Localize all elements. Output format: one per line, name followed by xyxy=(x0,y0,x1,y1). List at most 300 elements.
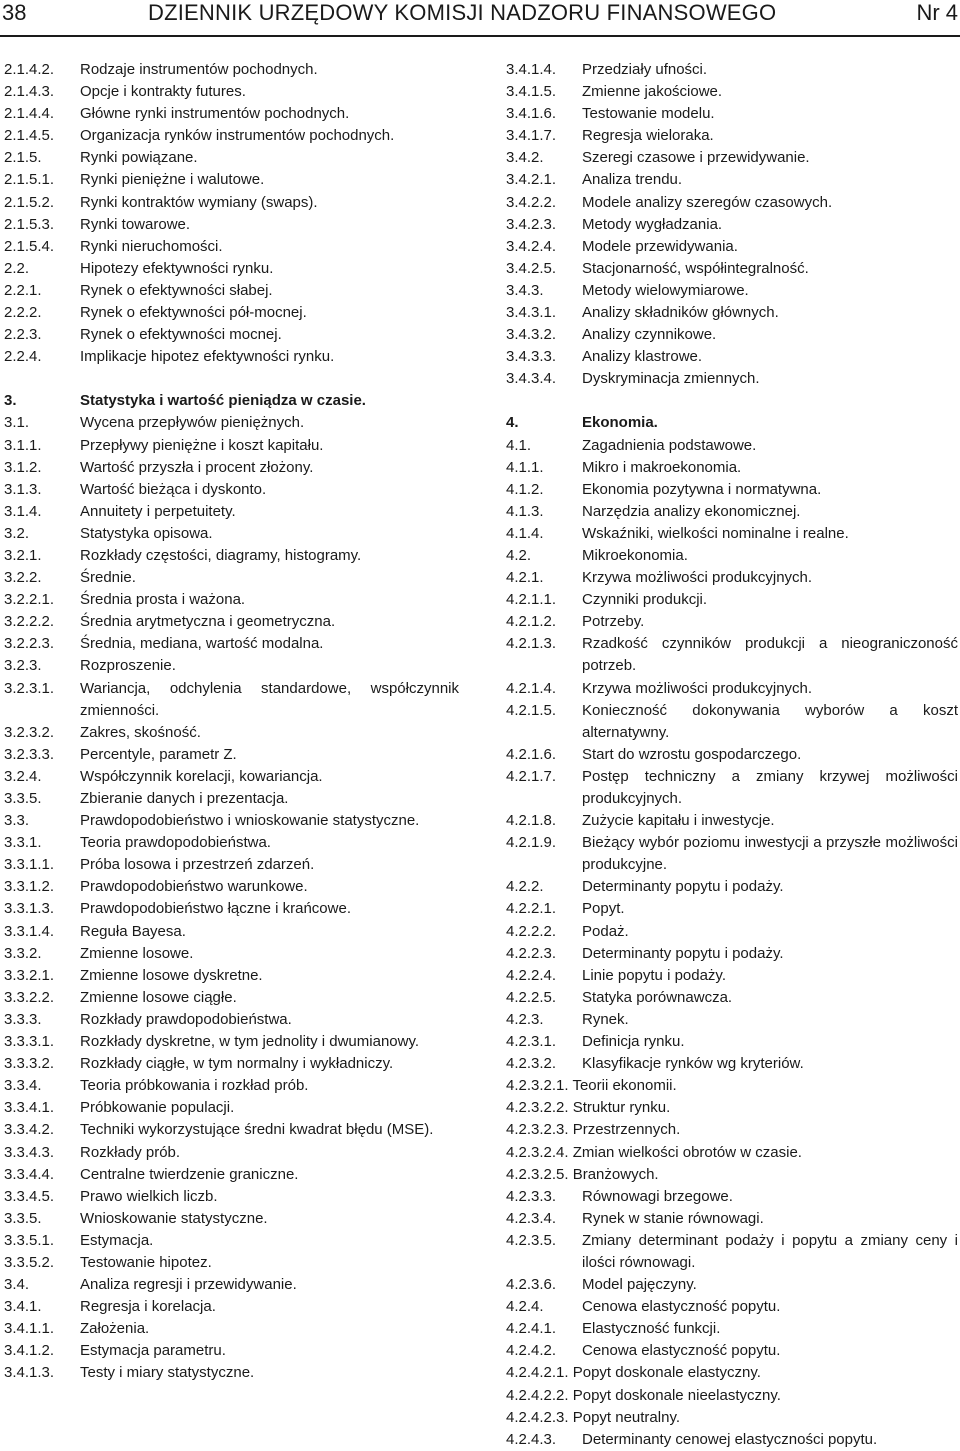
toc-entry xyxy=(4,943,459,965)
toc-entry-text: Testy i miary statystyczne. xyxy=(80,1364,255,1382)
toc-entry xyxy=(506,1340,958,1362)
toc-entry-text: Teoria próbkowania i rozkład prób. xyxy=(80,1077,309,1095)
toc-entry xyxy=(506,965,958,987)
toc-entry xyxy=(506,876,958,898)
toc-entry-number: 2.1.4.2. xyxy=(4,61,55,78)
toc-entry-number: 3.4.1.3. xyxy=(4,1364,55,1382)
toc-entry-text: Analizy składników głównych. xyxy=(582,304,779,322)
toc-entry xyxy=(506,545,958,567)
toc-entry-text: Wnioskowanie statystyczne. xyxy=(80,1209,268,1227)
toc-entry-number: 2.1.4.5. xyxy=(4,127,55,145)
toc-entry-text: Konieczność dokonywania wyborów a koszt alternatywny. xyxy=(582,701,958,741)
toc-entry xyxy=(4,1097,459,1119)
toc-entry-number: 3.4. xyxy=(4,1276,30,1294)
left-column xyxy=(4,59,459,1385)
toc-entry-text: Rynek o efektywności pół-mocnej. xyxy=(80,304,307,322)
toc-entry-number: 2.1.5.4. xyxy=(4,237,55,255)
toc-entry-text: Wartość przyszła i procent złożony. xyxy=(80,458,314,476)
toc-entry-text: Podaż. xyxy=(582,922,629,940)
toc-entry xyxy=(506,1296,958,1318)
toc-entry-text: Potrzeby. xyxy=(582,613,645,631)
toc-entry-number: 4.1.4. xyxy=(506,524,544,542)
toc-entry-text: Rynki kontraktów wymiany (swaps). xyxy=(80,193,318,211)
toc-entry xyxy=(506,1385,958,1407)
toc-entry-text: 4.2.3.2.5. Branżowych. xyxy=(506,1165,659,1183)
toc-entry xyxy=(506,192,958,214)
toc-entry xyxy=(506,1186,958,1208)
toc-entry-number: 3.4.3.4. xyxy=(506,370,557,388)
toc-entry-number: 3.4.3.2. xyxy=(506,326,557,344)
toc-entry-number: 3.4.1.1. xyxy=(4,1320,55,1338)
toc-entry xyxy=(506,1119,958,1141)
toc-entry-text: Hipotezy efektywności rynku. xyxy=(80,259,274,277)
toc-entry-number: 3. xyxy=(4,392,17,410)
toc-entry-number: 3.1. xyxy=(4,414,30,432)
page-header xyxy=(0,0,960,30)
toc-entry xyxy=(4,921,459,943)
toc-entry-text: Rynek o efektywności słabej. xyxy=(80,281,273,299)
toc-entry-number: 3.3.2.1. xyxy=(4,966,55,984)
toc-entry-number: 3.4.2.4. xyxy=(506,237,557,255)
toc-entry-text: Rynki pieniężne i walutowe. xyxy=(80,171,265,189)
toc-entry xyxy=(4,876,459,898)
toc-entry xyxy=(4,457,459,479)
toc-entry xyxy=(4,678,459,722)
toc-entry-text: Średnia, mediana, wartość modalna. xyxy=(80,635,324,653)
toc-entry-number: 3.4.2. xyxy=(506,149,544,167)
toc-entry-number: 4.2.3.3. xyxy=(506,1187,557,1205)
toc-entry-number: 3.3.4.3. xyxy=(4,1143,55,1161)
toc-entry xyxy=(506,1142,958,1164)
toc-entry-text: 4.2.3.2.2. Struktur rynku. xyxy=(506,1099,671,1117)
toc-entry-text: Rozkłady prawdopodobieństwa. xyxy=(80,1010,292,1028)
toc-entry xyxy=(506,700,958,744)
toc-entry xyxy=(506,346,958,368)
toc-entry xyxy=(4,81,459,103)
toc-entry xyxy=(506,1031,958,1053)
toc-entry xyxy=(506,611,958,633)
toc-entry xyxy=(4,236,459,258)
toc-entry-text: Rynki towarowe. xyxy=(80,215,191,233)
toc-entry-number: 4.2.1.7. xyxy=(506,767,557,785)
toc-entry-text: Rynki powiązane. xyxy=(80,149,198,167)
toc-entry xyxy=(506,1429,958,1451)
toc-entry-number: 3.3.3.2. xyxy=(4,1055,55,1073)
toc-entry xyxy=(4,280,459,302)
toc-entry-text: 4.2.3.2.3. Przestrzennych. xyxy=(506,1121,681,1139)
toc-entry-number: 3.3.5.1. xyxy=(4,1231,55,1249)
toc-entry-text: Klasyfikacje rynków wg kryteriów. xyxy=(582,1055,804,1073)
toc-entry-number: 4.1.1. xyxy=(506,458,544,476)
toc-entry-text: Wartość bieżąca i dyskonto. xyxy=(80,480,267,498)
toc-entry xyxy=(4,1142,459,1164)
toc-entry xyxy=(4,59,459,81)
toc-entry xyxy=(4,1164,459,1186)
toc-entry-number: 3.4.3.3. xyxy=(506,348,557,366)
header-rule xyxy=(0,35,960,37)
toc-entry xyxy=(4,1009,459,1031)
toc-entry xyxy=(4,324,459,346)
toc-entry-text: 4.2.4.2.2. Popyt doskonale nieelastyczny. xyxy=(506,1386,781,1404)
toc-entry-text: Rozkłady częstości, diagramy, histogramy. xyxy=(80,546,362,564)
toc-entry-number: 3.2.3. xyxy=(4,657,42,675)
toc-entry-number: 3.4.1.2. xyxy=(4,1342,55,1360)
toc-entry-text: Założenia. xyxy=(80,1320,150,1338)
toc-entry-text: Ekonomia pozytywna i normatywna. xyxy=(582,480,822,498)
toc-entry-text: Krzywa możliwości produkcyjnych. xyxy=(582,679,813,697)
toc-entry xyxy=(4,545,459,567)
toc-entry-text: Teoria prawdopodobieństwa. xyxy=(80,834,271,852)
toc-entry-number: 2.1.5.3. xyxy=(4,215,55,233)
toc-entry-text: Opcje i kontrakty futures. xyxy=(80,83,246,101)
toc-entry xyxy=(4,302,459,324)
toc-entry-text: Średnie. xyxy=(80,569,136,587)
toc-entry xyxy=(4,147,459,169)
toc-entry-text: Estymacja parametru. xyxy=(80,1342,226,1360)
toc-entry-text: Testowanie hipotez. xyxy=(80,1253,212,1271)
toc-entry xyxy=(4,523,459,545)
toc-entry xyxy=(4,258,459,280)
toc-entry xyxy=(4,1186,459,1208)
toc-entry xyxy=(506,1097,958,1119)
toc-entry-number: 4.2.1.9. xyxy=(506,834,557,852)
toc-entry-text: 4.2.3.2.1. Teorii ekonomii. xyxy=(506,1077,677,1095)
toc-entry-text: Mikro i makroekonomia. xyxy=(582,458,742,476)
toc-entry-text: Przepływy pieniężne i koszt kapitału. xyxy=(80,436,324,454)
toc-entry xyxy=(506,214,958,236)
toc-entry-text: Wskaźniki, wielkości nominalne i realne. xyxy=(582,524,849,542)
toc-entry-text: Wycena przepływów pieniężnych. xyxy=(80,414,305,432)
toc-entry xyxy=(506,810,958,832)
toc-entry xyxy=(4,987,459,1009)
toc-entry xyxy=(506,1407,958,1429)
toc-entry xyxy=(506,103,958,125)
toc-entry-number: 4.2.1.6. xyxy=(506,745,557,763)
toc-entry xyxy=(506,1230,958,1274)
page-number: 38 xyxy=(2,0,27,25)
toc-entry-text: Start do wzrostu gospodarczego. xyxy=(582,745,802,763)
toc-entry-number: 2.1.4.3. xyxy=(4,83,55,101)
toc-entry xyxy=(4,412,459,434)
toc-entry-text: Metody wygładzania. xyxy=(582,215,723,233)
toc-entry xyxy=(4,832,459,854)
toc-entry xyxy=(506,1164,958,1186)
toc-entry-text: Współczynnik korelacji, kowariancja. xyxy=(80,767,323,785)
toc-entry-number: 3.2.3.3. xyxy=(4,745,55,763)
toc-entry-number: 4.1.2. xyxy=(506,480,544,498)
toc-entry-number: 4.2.2.3. xyxy=(506,944,557,962)
toc-entry-text: 4.2.4.2.3. Popyt neutralny. xyxy=(506,1408,681,1426)
toc-entry-text: Cenowa elastyczność popytu. xyxy=(582,1342,781,1360)
toc-entry-number: 4.1. xyxy=(506,436,532,454)
toc-entry xyxy=(506,1318,958,1340)
toc-entry-number: 4.2.4.1. xyxy=(506,1320,557,1338)
toc-entry xyxy=(4,655,459,677)
toc-entry-number: 3.3.2.2. xyxy=(4,988,55,1006)
toc-entry-text: Organizacja rynków instrumentów pochodnych. xyxy=(80,127,395,145)
toc-entry-number: 3.3.1.1. xyxy=(4,856,55,874)
toc-entry-number: 2.1.4.4. xyxy=(4,105,55,123)
toc-entry-number: 3.3.3.1. xyxy=(4,1033,55,1051)
toc-entry-text: Linie popytu i podaży. xyxy=(582,966,726,984)
toc-entry-text: Model pajęczyny. xyxy=(582,1276,697,1294)
toc-entry xyxy=(506,744,958,766)
toc-entry-number: 4.2.3.2. xyxy=(506,1055,557,1073)
toc-entry-number: 4. xyxy=(506,414,519,432)
toc-entry xyxy=(4,744,459,766)
toc-entry-number: 3.4.3. xyxy=(506,281,544,299)
toc-entry-number: 3.2. xyxy=(4,524,30,542)
toc-entry-text: Rynki nieruchomości. xyxy=(80,237,223,255)
toc-entry-number: 4.2. xyxy=(506,546,532,564)
toc-entry-number: 3.3.1.4. xyxy=(4,922,55,940)
toc-entry-text: Statystyka i wartość pieniądza w czasie. xyxy=(80,392,366,410)
toc-entry-text: Analizy czynnikowe. xyxy=(582,326,717,344)
toc-entry xyxy=(4,722,459,744)
toc-entry-text: Rozkłady dyskretne, w tym jednolity i dwumianowy. xyxy=(80,1033,420,1051)
toc-entry xyxy=(4,501,459,523)
toc-entry-number: 3.4.1.7. xyxy=(506,127,557,145)
toc-entry-text: Analiza trendu. xyxy=(582,171,683,189)
toc-entry-text: Estymacja. xyxy=(80,1231,154,1249)
toc-entry xyxy=(4,169,459,191)
toc-entry-text: Centralne twierdzenie graniczne. xyxy=(80,1165,299,1183)
toc-entry xyxy=(506,258,958,280)
toc-entry-number: 2.1.5.1. xyxy=(4,171,55,189)
toc-entry-text: Równowagi brzegowe. xyxy=(582,1187,733,1205)
toc-entry-text: Cenowa elastyczność popytu. xyxy=(582,1298,781,1316)
toc-entry-number: 4.2.4.2. xyxy=(506,1342,557,1360)
toc-entry-number: 4.2.3. xyxy=(506,1010,544,1028)
toc-entry xyxy=(506,898,958,920)
toc-entry-text: Czynniki produkcji. xyxy=(582,591,708,609)
toc-entry-text: Annuitety i perpetuitety. xyxy=(80,502,236,520)
toc-entry-number: 3.3.5. xyxy=(4,1209,42,1227)
toc-entry-number: 3.2.2.3. xyxy=(4,635,55,653)
toc-entry-number: 3.4.2.3. xyxy=(506,215,557,233)
toc-entry-text: Metody wielowymiarowe. xyxy=(582,281,749,299)
toc-entry-number: 4.2.1.5. xyxy=(506,701,557,719)
toc-entry xyxy=(506,169,958,191)
toc-entry xyxy=(4,435,459,457)
toc-entry xyxy=(506,1009,958,1031)
toc-entry-text: Zmienne losowe. xyxy=(80,944,194,962)
toc-entry-text: Rozkłady prób. xyxy=(80,1143,181,1161)
toc-entry xyxy=(506,368,958,390)
toc-entry xyxy=(4,103,459,125)
toc-entry xyxy=(4,567,459,589)
toc-entry-text: Zakres, skośność. xyxy=(80,723,201,741)
toc-entry xyxy=(506,457,958,479)
toc-entry-text: Elastyczność funkcji. xyxy=(582,1320,721,1338)
toc-entry xyxy=(4,1053,459,1075)
toc-entry-text: 4.2.3.2.4. Zmian wielkości obrotów w czasie. xyxy=(506,1143,802,1161)
toc-entry xyxy=(4,1296,459,1318)
toc-entry-text: Prawdopodobieństwo łączne i krańcowe. xyxy=(80,900,351,918)
toc-entry xyxy=(4,965,459,987)
toc-entry xyxy=(4,1031,459,1053)
toc-entry-text: Narzędzia analizy ekonomicznej. xyxy=(582,502,801,520)
toc-entry-text: Rynek o efektywności mocnej. xyxy=(80,326,282,344)
toc-entry-text: Zagadnienia podstawowe. xyxy=(582,436,757,454)
toc-entry-number: 3.3.2. xyxy=(4,944,42,962)
toc-entry-number: 3.2.4. xyxy=(4,767,42,785)
toc-entry xyxy=(4,1318,459,1340)
toc-entry xyxy=(4,1252,459,1274)
toc-entry-text: Prawo wielkich liczb. xyxy=(80,1187,218,1205)
toc-entry xyxy=(506,479,958,501)
toc-entry xyxy=(506,412,958,434)
toc-entry-text: Zbieranie danych i prezentacja. xyxy=(80,790,289,807)
toc-entry-text: Analiza regresji i przewidywanie. xyxy=(80,1276,297,1294)
toc-entry-text: Regresja i korelacja. xyxy=(80,1298,216,1316)
toc-entry-text: Techniki wykorzystujące średni kwadrat błędu (MSE). xyxy=(80,1121,434,1139)
toc-entry-text: Statystyka opisowa. xyxy=(80,524,213,542)
toc-entry xyxy=(506,1053,958,1075)
toc-entry-text: Próba losowa i przestrzeń zdarzeń. xyxy=(80,856,315,874)
toc-entry xyxy=(506,125,958,147)
toc-entry-text: Rodzaje instrumentów pochodnych. xyxy=(80,61,318,78)
toc-entry-text: Stacjonarność, współintegralność. xyxy=(582,259,809,277)
toc-entry xyxy=(506,324,958,346)
toc-entry xyxy=(4,214,459,236)
toc-entry-number: 4.2.1.4. xyxy=(506,679,557,697)
toc-entry-text: Średnia arytmetyczna i geometryczna. xyxy=(80,613,336,631)
toc-entry-number: 4.2.4. xyxy=(506,1298,544,1316)
toc-entry xyxy=(506,1362,958,1384)
toc-entry-number: 4.2.3.1. xyxy=(506,1033,557,1051)
toc-entry-text: Implikacje hipotez efektywności rynku. xyxy=(80,348,335,366)
toc-entry-text: Dyskryminacja zmiennych. xyxy=(582,370,760,388)
toc-entry-number: 3.2.3.1. xyxy=(4,679,55,697)
toc-entry xyxy=(506,435,958,457)
toc-entry-number: 3.3.1.3. xyxy=(4,900,55,918)
toc-entry xyxy=(4,1230,459,1252)
toc-entry-number: 2.1.5. xyxy=(4,149,42,167)
toc-entry xyxy=(4,1274,459,1296)
toc-entry-number: 3.4.1.5. xyxy=(506,83,557,101)
toc-entry-text: Ekonomia. xyxy=(582,414,658,432)
toc-entry xyxy=(506,523,958,545)
toc-entry-number: 3.3.4.1. xyxy=(4,1099,55,1117)
issue-number: Nr 4 xyxy=(916,0,958,25)
toc-entry-text: Testowanie modelu. xyxy=(582,105,715,123)
toc-entry-number: 3.4.1.6. xyxy=(506,105,557,123)
toc-entry-number: 4.2.2. xyxy=(506,878,544,896)
toc-entry-text: Rzadkość czynników produkcji a nieograniczoność potrzeb. xyxy=(582,635,958,675)
toc-entry-number: 4.2.3.6. xyxy=(506,1276,557,1294)
toc-entry xyxy=(506,1075,958,1097)
toc-entry-number: 2.2. xyxy=(4,259,30,277)
toc-entry-number: 4.2.4.3. xyxy=(506,1430,557,1448)
toc-entry-number: 4.2.3.5. xyxy=(506,1231,557,1249)
toc-entry xyxy=(4,1208,459,1230)
toc-entry-number: 3.3.5.2. xyxy=(4,1253,55,1271)
toc-entry-number: 3.2.2. xyxy=(4,569,42,587)
toc-entry-text: Krzywa możliwości produkcyjnych. xyxy=(582,569,813,587)
toc-entry-number: 3.3.4. xyxy=(4,1077,42,1095)
toc-entry-number: 4.1.3. xyxy=(506,502,544,520)
toc-entry-text: Rozkłady ciągłe, w tym normalny i wykładniczy. xyxy=(80,1055,394,1073)
toc-entry-text: Średnia prosta i ważona. xyxy=(80,591,246,609)
toc-entry-number: 4.2.1.3. xyxy=(506,635,557,653)
toc-entry-text: Przedziały ufności. xyxy=(582,61,708,78)
toc-entry-text: Wariancja, odchylenia standardowe, współczynnik zmienności. xyxy=(80,679,459,719)
toc-entry-number: 3.3.4.2. xyxy=(4,1121,55,1139)
toc-entry-number: 3.1.3. xyxy=(4,480,42,498)
toc-entry xyxy=(506,501,958,523)
toc-entry xyxy=(506,633,958,677)
toc-entry xyxy=(506,678,958,700)
toc-entry xyxy=(506,987,958,1009)
toc-entry xyxy=(506,302,958,324)
toc-entry-text: Regresja wieloraka. xyxy=(582,127,714,145)
toc-entry-number: 3.3.5. xyxy=(4,790,42,807)
toc-entry-text: 4.2.4.2.1. Popyt doskonale elastyczny. xyxy=(506,1364,761,1382)
toc-entry-number: 3.2.1. xyxy=(4,546,42,564)
toc-entry-text: Szeregi czasowe i przewidywanie. xyxy=(582,149,810,167)
toc-entry-text: Rynek w stanie równowagi. xyxy=(582,1209,764,1227)
toc-entry-number: 2.2.4. xyxy=(4,348,42,366)
toc-entry xyxy=(4,898,459,920)
toc-entry xyxy=(4,479,459,501)
toc-entry-number: 3.3.3. xyxy=(4,1010,42,1028)
toc-entry xyxy=(506,766,958,810)
toc-entry-text: Główne rynki instrumentów pochodnych. xyxy=(80,105,350,123)
toc-entry xyxy=(506,81,958,103)
toc-entry-text: Postęp techniczny a zmiany krzywej możliwości produkcyjnych. xyxy=(582,767,958,807)
toc-entry-text: Statyka porównawcza. xyxy=(582,988,733,1006)
toc-entry-text: Rynek. xyxy=(582,1010,629,1028)
toc-entry-text: Zmiany determinant podaży i popytu a zmiany ceny i ilości równowagi. xyxy=(582,1231,958,1271)
toc-entry xyxy=(506,1274,958,1296)
toc-entry-number: 4.2.2.5. xyxy=(506,988,557,1006)
toc-entry xyxy=(506,567,958,589)
toc-entry xyxy=(4,125,459,147)
toc-entry xyxy=(4,1362,459,1384)
toc-entry xyxy=(506,59,958,81)
toc-entry-text: Próbkowanie populacji. xyxy=(80,1099,235,1117)
toc-entry xyxy=(4,1119,459,1141)
toc-entry-number: 3.1.2. xyxy=(4,458,42,476)
toc-entry xyxy=(4,788,459,810)
toc-entry-number: 2.1.5.2. xyxy=(4,193,55,211)
toc-entry-text: Zużycie kapitału i inwestycje. xyxy=(582,812,775,830)
toc-entry-number: 4.2.1.1. xyxy=(506,591,557,609)
toc-entry-number: 3.1.1. xyxy=(4,436,42,454)
toc-entry-number: 3.3.1.2. xyxy=(4,878,55,896)
toc-entry xyxy=(506,589,958,611)
toc-entry xyxy=(506,921,958,943)
toc-entry-number: 2.2.2. xyxy=(4,304,42,322)
toc-entry-text: Rozproszenie. xyxy=(80,657,176,675)
journal-title: DZIENNIK URZĘDOWY KOMISJI NADZORU FINANSOWEGO xyxy=(148,0,777,25)
toc-entry-number: 3.3.4.4. xyxy=(4,1165,55,1183)
toc-entry xyxy=(506,943,958,965)
toc-entry-number: 3.2.2.2. xyxy=(4,613,55,631)
toc-entry-number: 3.3.4.5. xyxy=(4,1187,55,1205)
toc-entry xyxy=(4,633,459,655)
toc-entry-number: 4.2.1.2. xyxy=(506,613,557,631)
toc-entry-number: 4.2.3.4. xyxy=(506,1209,557,1227)
toc-entry xyxy=(4,589,459,611)
toc-entry-number: 3.4.2.1. xyxy=(506,171,557,189)
toc-entry-text: Popyt. xyxy=(582,900,625,918)
toc-entry-number: 4.2.1. xyxy=(506,569,544,587)
toc-entry-text: Determinanty popytu i podaży. xyxy=(582,944,784,962)
toc-entry-number: 2.2.1. xyxy=(4,281,42,299)
toc-entry-text: Percentyle, parametr Z. xyxy=(80,745,237,763)
